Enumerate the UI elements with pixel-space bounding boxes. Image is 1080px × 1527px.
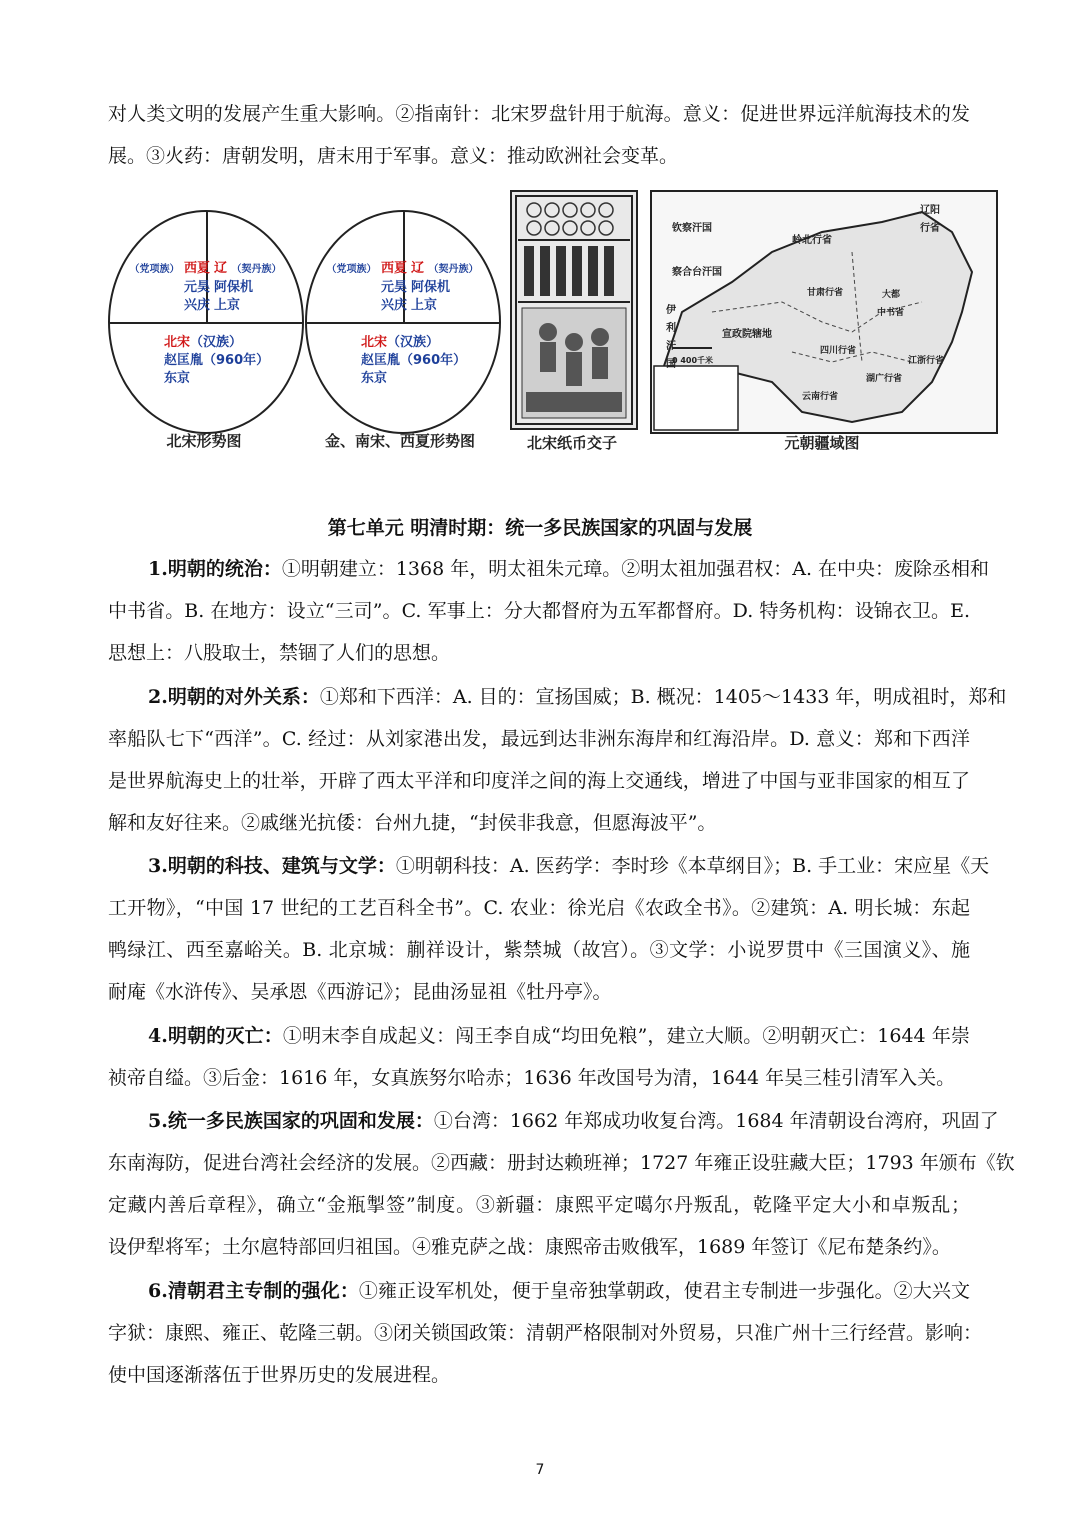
paragraph-line: ①明末李自成起义：闯王李自成“均田免粮”，建立大顺。②明朝灭亡：1644 年崇 [282,1025,970,1047]
paragraph-line: 思想上：八股取士，禁锢了人们的思想。 [108,642,451,664]
map-label-huguang: 湖广行省 [866,374,903,384]
xixia-name: 西夏 [380,261,407,276]
paragraph-line: ①台湾：1662 年郑成功收复台湾。1684 年清朝设台湾府，巩固了 [433,1110,999,1132]
northern-song-diagram [108,210,304,434]
song-ruler: 赵匡胤（960年） [361,353,467,368]
paragraph-ming-rule [108,548,990,674]
xixia-tribe: （党项族） [326,264,377,275]
paragraph-heading: 3.明朝的科技、建筑与文学： [148,855,396,877]
paragraph-line: 东南海防，促进台湾社会经济的发展。②西藏：册封达赖班禅；1727 年雍正设驻藏大臣；1793 年颁布《钦 [108,1152,1015,1174]
liao-tribe: （契丹族） [231,264,282,275]
paragraph-line: 解和友好往来。②戚继光抗倭：台州九捷，“封侯非我意，但愿海波平”。 [108,812,717,834]
song-ruler: 赵匡胤（960年） [164,353,270,368]
paragraph-ming-science-culture [108,845,990,1013]
map-label-qincha: 钦察汗国 [672,223,712,234]
liao-ruler: 阿保机 [214,280,254,295]
map-label-chagatai: 察合台汗国 [672,267,722,278]
song-tribe: （汉族） [387,335,440,350]
paragraph-line: 中书省。B. 在地方：设立“三司”。C. 军事上：分大都督府为五军都督府。D. 特务机构：设锦衣卫。E. [108,600,970,622]
map-scale-label: 0 400千米 [672,356,714,365]
xixia-ruler: 元昊 [380,280,407,295]
jin-southern-song-diagram [305,210,501,434]
jiaozi-banknote-image [510,190,638,430]
paragraph-ming-fall [108,1015,970,1099]
paragraph-line: ①明朝科技：A. 医药学：李时珍《本草纲目》；B. 手工业：宋应星《天 [395,855,990,877]
liao-name: 辽 [214,261,228,276]
xixia-ruler: 元昊 [183,280,210,295]
map-label-lingbei: 岭北行省 [792,235,832,246]
xixia-name: 西夏 [183,261,210,276]
paragraph-line: 耐庵《水浒传》、吴承恩《西游记》；昆曲汤显祖《牡丹亭》。 [108,981,612,1003]
paragraph-line: 定藏内善后章程》，确立“金瓶掣签”制度。③新疆：康熙平定噶尔丹叛乱，乾隆平定大小和卓叛乱； [108,1194,970,1216]
intro-line-1: 对人类文明的发展产生重大影响。②指南针：北宋罗盘针用于航海。意义：促进世界远洋航海技术的发 [108,103,970,125]
liao-ruler: 阿保机 [411,280,451,295]
xixia-capital: 兴庆 [183,298,210,313]
paragraph-heading: 1.明朝的统治： [148,558,282,580]
paragraph-line: 祯帝自缢。③后金：1616 年，女真族努尔哈赤；1636 年改国号为清，1644 年吴三桂引清军入关。 [108,1067,956,1089]
paragraph-ming-foreign-relations [108,676,1007,844]
map-label-dadu: 大都 [882,290,901,300]
intro-line-2: 展。③火药：唐朝发明，唐末用于军事。意义：推动欧洲社会变革。 [108,145,679,167]
paragraph-line: 鸭绿江、西至嘉峪关。B. 北京城：蒯祥设计，紫禁城（故宫）。③文学：小说罗贯中《三国演义》、施 [108,939,970,961]
yuan-map-caption: 元朝疆域图 [784,434,860,452]
yuan-map-image [650,190,998,434]
map-label-sichuan: 四川行省 [820,346,857,356]
section-title: 第七单元 明清时期：统一多民族国家的巩固与发展 [327,517,753,539]
map-label-ilkhanate: 伊利汗国 [666,305,676,370]
jin-southern-song-caption: 金、南宋、西夏形势图 [324,432,475,450]
page-number: 7 [535,1462,545,1478]
paragraph-line: ①雍正设军机处，便于皇帝独掌朝政，使君主专制进一步强化。②大兴文 [358,1280,970,1302]
paragraph-qing-unification [108,1100,1015,1268]
liao-tribe: （契丹族） [428,264,479,275]
intro-paragraph [108,93,970,177]
liao-capital: 上京 [411,298,438,313]
paragraph-line: 字狱：康熙、雍正、乾隆三朝。③闭关锁国政策：清朝严格限制对外贸易，只准广州十三行经营。影响： [108,1322,983,1344]
xixia-capital: 兴庆 [380,298,407,313]
song-name: 北宋 [164,335,191,350]
map-label-jiangzhe: 江浙行省 [908,356,945,366]
jiaozi-caption: 北宋纸币交子 [526,434,617,452]
paragraph-heading: 2.明朝的对外关系： [148,686,320,708]
northern-song-caption: 北宋形势图 [166,432,242,450]
map-label-xuanzhengyuan: 宣政院辖地 [722,329,772,340]
map-label-yunnan: 云南行省 [802,392,839,402]
paragraph-line: 工开物》，“中国 17 世纪的工艺百科全书”。C. 农业：徐光启《农政全书》。②建筑：A. 明长城：东起 [108,897,970,919]
paragraph-heading: 4.明朝的灭亡： [148,1025,283,1047]
xixia-tribe: （党项族） [129,264,180,275]
jiaozi-illustration [512,192,636,428]
song-capital: 东京 [164,371,191,386]
paragraph-line: 使中国逐渐落伍于世界历史的发展进程。 [108,1364,451,1386]
paragraph-line: ①郑和下西洋：A. 目的：宣扬国威；B. 概况：1405～1433 年，明成祖时，郑和 [319,686,1007,708]
map-label-gansu: 甘肃行省 [807,288,844,298]
paragraph-qing-autocracy [108,1270,983,1396]
song-name: 北宋 [361,335,388,350]
liao-capital: 上京 [214,298,241,313]
song-tribe: （汉族） [190,335,243,350]
paragraph-heading: 6.清朝君主专制的强化： [148,1280,359,1302]
paragraph-heading: 5.统一多民族国家的巩固和发展： [148,1110,434,1132]
map-label-zhongshu: 中书省 [877,308,905,318]
paragraph-line: 是世界航海史上的壮举，开辟了西太平洋和印度洋之间的海上交通线，增进了中国与亚非国家的相互了 [108,770,970,792]
paragraph-line: ①明朝建立：1368 年，明太祖朱元璋。②明太祖加强君权：A. 在中央：废除丞相和 [281,558,990,580]
paragraph-line: 率船队七下“西洋”。C. 经过：从刘家港出发，最远到达非洲东海岸和红海沿岸。D. 意义：郑和下西洋 [108,728,970,750]
paragraph-line: 设伊犁将军；土尔扈特部回归祖国。④雅克萨之战：康熙帝击败俄军，1689 年签订《尼布楚条约》。 [108,1236,951,1258]
liao-name: 辽 [411,261,425,276]
map-label-liaoyang: 辽阳行省 [920,205,940,234]
song-capital: 东京 [361,371,388,386]
